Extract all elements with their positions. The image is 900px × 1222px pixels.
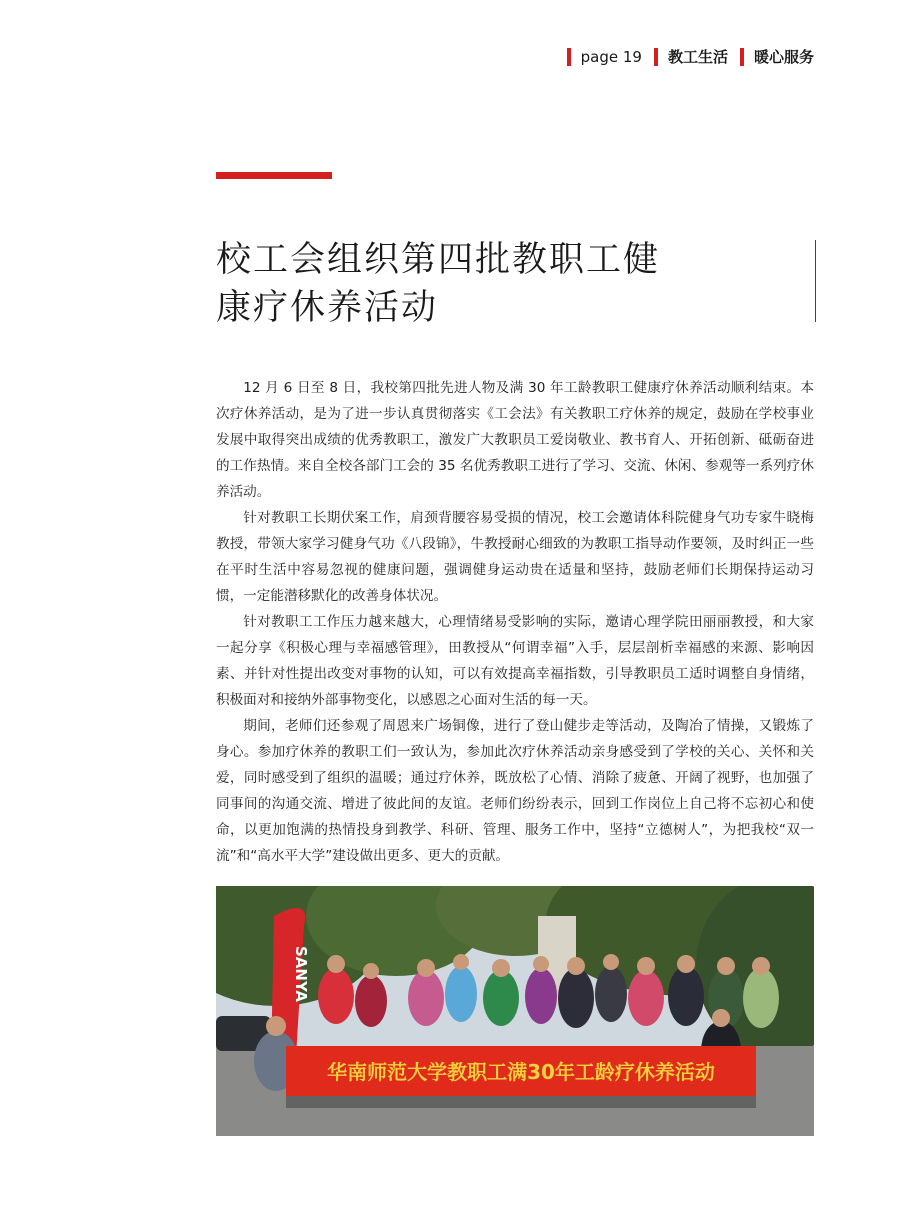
header-bar — [654, 48, 658, 66]
paragraph: 期间，老师们还参观了周恩来广场铜像，进行了登山健步走等活动，及陶冶了情操，又锻炼了身心。参加疗休养的教职工们一致认为，参加此次疗休养活动亲身感受到了学校的关心、关怀和关爱，同时感受到了组织的温暖；通过疗休养，既放松了心情、消除了疲惫、开阔了视野，也加强了同事间的沟通交流、增进了彼此间的友谊。老师们纷纷表示，回到工作岗位上自己将不忘初心和使命，以更加饱满的热情投身到教学、科研、管理、服务工作中，坚持“立德树人”，为把我校“双一流”和“高水平大学”建设做出更多、更大的贡献。 — [216, 718, 814, 864]
article-title — [216, 236, 776, 332]
section-label: 教工生活 — [667, 48, 728, 66]
subsection-label: 暖心服务 — [753, 48, 814, 66]
page-header — [567, 46, 814, 67]
title-line-1: 校工会组织第四批教职工健 — [216, 240, 661, 280]
header-bar — [567, 48, 571, 66]
title-accent-line — [216, 172, 332, 179]
article-body — [216, 375, 814, 869]
paragraph: 针对教职工长期伏案工作，肩颈背腰容易受损的情况，校工会邀请体科院健身气功专家牛晓梅教授，带领大家学习健身气功《八段锦》，牛教授耐心细致的为教职工指导动作要领，及时纠正一些在平时生活中容易忽视的健康问题，强调健身运动贵在适量和坚持，鼓励老师们长期保持运动习惯，一定能潜移默化的改善身体状况。 — [216, 510, 814, 604]
group-photo — [216, 886, 814, 1136]
group-photo-illustration — [216, 886, 814, 1136]
banner-text: 华南师范大学教职工满30年工龄疗休养活动 — [327, 1060, 715, 1084]
flag-text: SANYA — [292, 946, 310, 1003]
decorative-divider — [815, 240, 816, 322]
page-number: page 19 — [580, 47, 642, 66]
title-line-2: 康疗休养活动 — [216, 288, 439, 328]
paragraph: 12 月 6 日至 8 日，我校第四批先进人物及满 30 年工龄教职工健康疗休养活动顺利结束。本次疗休养活动，是为了进一步认真贯彻落实《工会法》有关教职工疗休养的规定，鼓励在学校事业发展中取得突出成绩的优秀教职工，激发广大教职员工爱岗敬业、教书育人、开拓创新、砥砺奋进的工作热情。来自全校各部门工会的 35 名优秀教职工进行了学习、交流、休闲、参观等一系列疗休养活动。 — [216, 380, 814, 500]
header-bar — [740, 48, 744, 66]
paragraph: 针对教职工工作压力越来越大，心理情绪易受影响的实际，邀请心理学院田丽丽教授，和大家一起分享《积极心理与幸福感管理》，田教授从“何谓幸福”入手，层层剖析幸福感的来源、影响因素、并针对性提出改变对事物的认知，可以有效提高幸福指数，引导教职员工适时调整自身情绪，积极面对和接纳外部事物变化，以感恩之心面对生活的每一天。 — [216, 614, 814, 708]
